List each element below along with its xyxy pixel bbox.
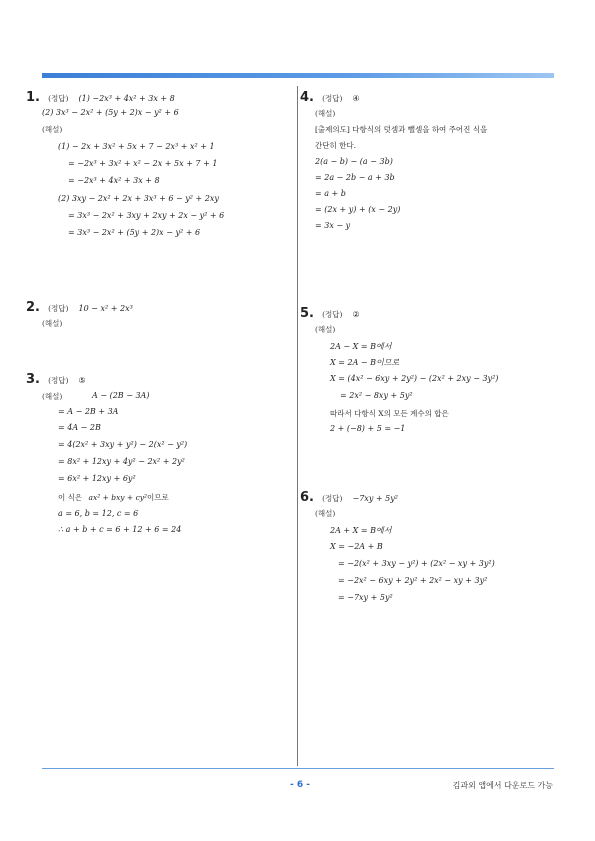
- explanation-label: (해설): [42, 392, 63, 401]
- q3-line: = 8x² + 12xy + 4y² − 2x² + 2y²: [58, 457, 185, 466]
- q1-line: (2) 3xy − 2x² + 2x + 3x³ + 6 − y² + 2xy: [58, 194, 219, 203]
- question-2-header: [26, 296, 133, 315]
- footer-rule: [42, 768, 554, 769]
- q5-line: X = (4x² − 6xy + 2y²) − (2x² + 2xy − 3y²): [330, 374, 499, 383]
- answer-tag: (정답): [322, 494, 343, 503]
- explanation-label: (해설): [315, 325, 336, 334]
- q3-kr-pre: 이 식은: [58, 493, 83, 502]
- q1-line: = 3x³ − 2x² + (5y + 2)x − y² + 6: [68, 228, 201, 237]
- q3-line: = A − 2B + 3A: [58, 407, 119, 416]
- answer-tag: (정답): [322, 94, 343, 103]
- q3-line: = 4A − 2B: [58, 423, 101, 432]
- q4-line: 2(a − b) − (a − 3b): [315, 157, 393, 166]
- q6-line: = −7xy + 5y²: [338, 593, 393, 602]
- q3-line: A − (2B − 3A): [92, 391, 150, 400]
- question-4-number: 4.: [300, 90, 314, 105]
- q5-line: 2 + (−8) + 5 = −1: [330, 424, 406, 433]
- answer-4: ④: [352, 94, 360, 103]
- q3-line: = 6x² + 12xy + 6y²: [58, 474, 136, 483]
- question-4-header: [300, 86, 360, 105]
- q6-line: = −2x² − 6xy + 2y² + 2x² − xy + 3y²: [338, 576, 488, 585]
- q4-line: = 2a − 2b − a + 3b: [315, 173, 395, 182]
- q5-korean-line: 따라서 다항식 X의 모든 계수의 합은: [330, 409, 449, 418]
- answer-1-part-2: (2) 3x³ − 2x² + (5y + 2)x − y² + 6: [42, 108, 179, 117]
- q1-line: (1) − 2x + 3x² + 5x + 7 − 2x³ + x² + 1: [58, 142, 215, 151]
- footer-text: 김과외 앱에서 다운로드 가능: [452, 781, 553, 790]
- q3-line: = 4(2x² + 3xy + y²) − 2(x² − y²): [58, 440, 188, 449]
- q5-line: 2A − X = B에서: [330, 342, 392, 351]
- answer-1-part-1: (1) −2x³ + 4x² + 3x + 8: [78, 94, 175, 103]
- question-6-number: 6.: [300, 490, 314, 505]
- q3-korean-line: [58, 492, 169, 503]
- answer-tag: (정답): [48, 376, 69, 385]
- q4-line: = a + b: [315, 189, 346, 198]
- q3-line: ∴ a + b + c = 6 + 12 + 6 = 24: [58, 525, 182, 534]
- q1-line: = −2x³ + 3x² + x² − 2x + 5x + 7 + 1: [68, 159, 218, 168]
- page-number: - 6 -: [290, 780, 310, 790]
- answer-tag: (정답): [322, 310, 343, 319]
- q3-kr-math: ax² + bxy + cy²: [88, 493, 148, 502]
- answer-3: ⑤: [78, 376, 86, 385]
- question-5-number: 5.: [300, 306, 314, 321]
- question-1-number: 1.: [26, 90, 40, 105]
- q1-line: = −2x³ + 4x² + 3x + 8: [68, 176, 160, 185]
- question-3-number: 3.: [26, 372, 40, 387]
- intent-line: [출제의도] 다항식의 덧셈과 뺄셈을 하여 주어진 식을: [315, 125, 488, 134]
- answer-5: ②: [352, 310, 360, 319]
- q4-line: = 3x − y: [315, 221, 351, 230]
- question-5-header: [300, 302, 360, 321]
- explanation-label: (해설): [315, 509, 336, 518]
- question-6-header: [300, 486, 398, 505]
- q1-line: = 3x³ − 2x² + 3xy + 2xy + 2x − y² + 6: [68, 211, 225, 220]
- q4-line: = (2x + y) + (x − 2y): [315, 205, 401, 214]
- explanation-label: (해설): [42, 319, 63, 328]
- explanation-label: (해설): [315, 109, 336, 118]
- header-bar: [42, 73, 554, 78]
- question-2-number: 2.: [26, 300, 40, 315]
- q5-line: X = 2A − B이므로: [330, 358, 400, 367]
- q6-line: 2A + X = B에서: [330, 526, 392, 535]
- question-3-header: [26, 368, 86, 387]
- question-1-header: [26, 86, 175, 105]
- answer-tag: (정답): [48, 94, 69, 103]
- column-divider: [297, 86, 298, 766]
- intent-line: 간단히 한다.: [315, 141, 356, 150]
- q3-line: a = 6, b = 12, c = 6: [58, 509, 139, 518]
- answer-6: −7xy + 5y²: [352, 494, 398, 503]
- q3-kr-post: 이므로: [147, 493, 169, 502]
- q6-line: = −2(x² + 3xy − y²) + (2x² − xy + 3y²): [338, 559, 495, 568]
- q5-line: = 2x² − 8xy + 5y²: [340, 391, 413, 400]
- answer-2: 10 − x² + 2x³: [78, 304, 133, 313]
- answer-tag: (정답): [48, 304, 69, 313]
- q6-line: X = −2A + B: [330, 542, 383, 551]
- explanation-label: (해설): [42, 125, 63, 134]
